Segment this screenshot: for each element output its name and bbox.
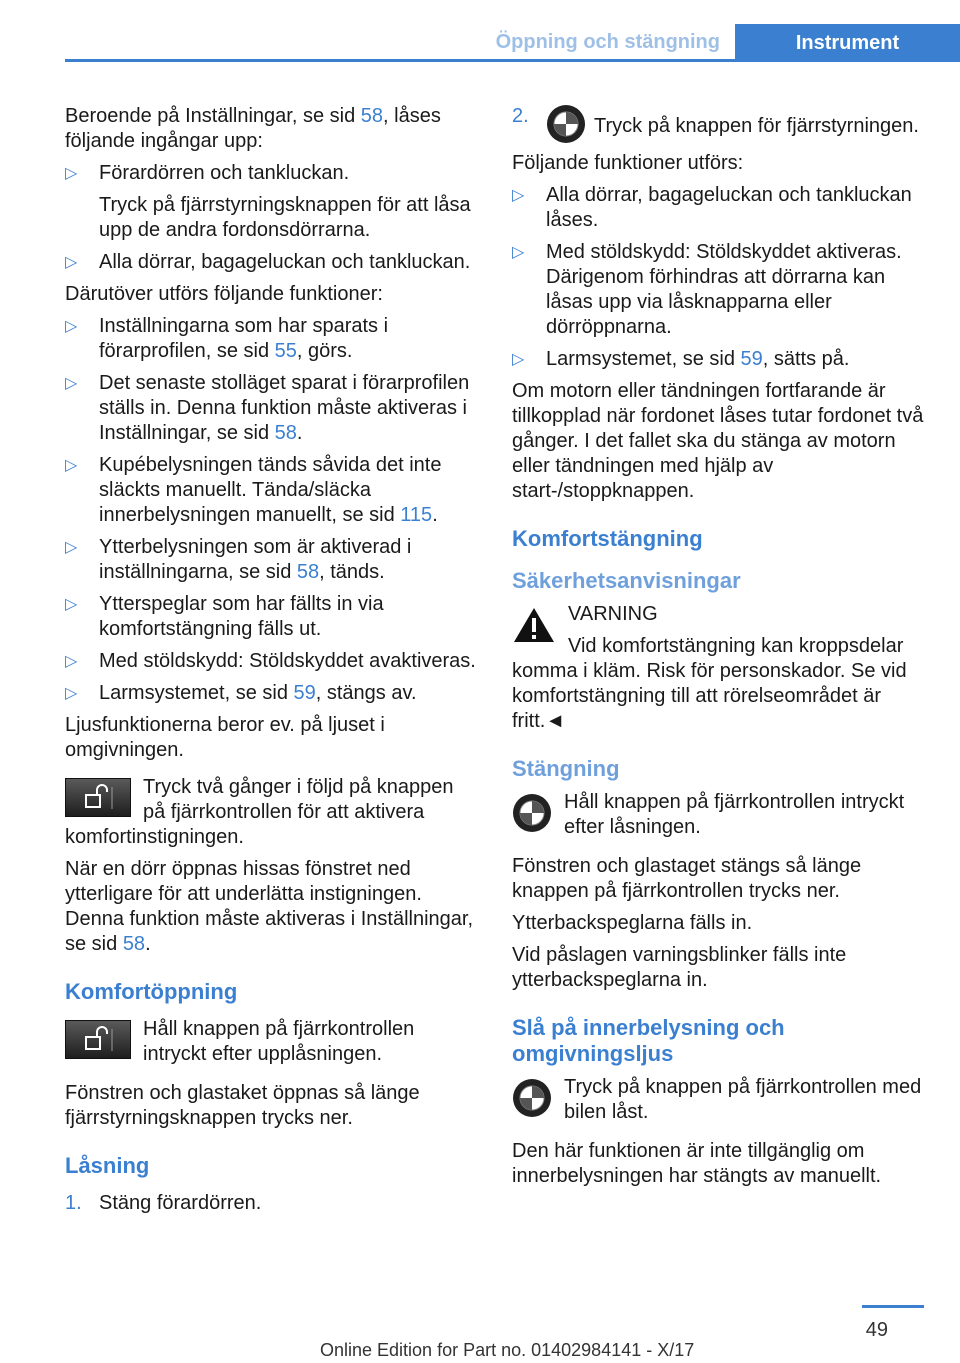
page-link[interactable]: 58 bbox=[122, 933, 146, 955]
list-item: ▷ Alla dörrar, bagageluckan och tankluckan. bbox=[65, 251, 471, 273]
page-number: 49 bbox=[865, 1319, 888, 1341]
paragraph: Följande funktioner utförs: bbox=[512, 152, 744, 174]
step-item: 1. Stäng förardörren. bbox=[65, 1192, 262, 1214]
paragraph: När en dörr öppnas hissas fönstret ned ytterligare för att underlätta instigningen. Denna funktion måste aktiveras i Inställningar, se sid 58. bbox=[65, 858, 473, 955]
paragraph: Vid påslagen varningsblinker fälls inte ytterbackspeglarna in. bbox=[512, 944, 847, 991]
paragraph: Därutöver utförs följande funktioner: bbox=[65, 283, 383, 305]
warning-title: VARNING bbox=[568, 603, 658, 625]
triangle-bullet-icon: ▷ bbox=[65, 375, 78, 392]
close-instruction: Håll knappen på fjärrkontrollen intryckt efter låsningen. bbox=[512, 790, 924, 840]
warning-box bbox=[512, 602, 924, 734]
list-item: ▷ Det senaste stolläget sparat i förarprofilen ställs in. Denna funktion måste aktiveras i Inställningar, se sid 58. bbox=[65, 372, 470, 444]
header-rule bbox=[65, 59, 960, 62]
lock-function-list bbox=[512, 183, 924, 372]
bmw-logo-icon bbox=[512, 793, 552, 833]
page-link[interactable]: 58 bbox=[360, 105, 384, 127]
list-item: ▷ Ytterbelysningen som är aktiverad i inställningarna, se sid 58, tänds. bbox=[65, 536, 412, 583]
function-list bbox=[65, 314, 480, 706]
list-item: ▷ Alla dörrar, bagageluckan och tankluckan låses. bbox=[512, 184, 912, 231]
list-item: ▷ Larmsystemet, se sid 59, stängs av. bbox=[65, 682, 417, 704]
paragraph: Fönstren och glastaget stängs så länge knappen på fjärrkontrollen trycks ner. bbox=[512, 855, 862, 902]
triangle-bullet-icon: ▷ bbox=[65, 596, 78, 613]
right-column bbox=[512, 104, 924, 1196]
paragraph: Ljusfunktionerna beror ev. på ljuset i omgivningen. bbox=[65, 714, 385, 761]
triangle-bullet-icon: ▷ bbox=[512, 187, 525, 204]
triangle-bullet-icon: ▷ bbox=[65, 165, 78, 182]
heading-stangning: Stängning bbox=[512, 756, 620, 781]
locking-steps-cont bbox=[512, 104, 924, 144]
step-item: 2. Tryck på knappen för fjärrstyrningen. bbox=[512, 104, 924, 144]
triangle-bullet-icon: ▷ bbox=[65, 318, 78, 335]
heading-sakerhetsanvisningar: Säkerhetsanvisningar bbox=[512, 568, 741, 593]
paragraph: Ytterbackspeglarna fälls in. bbox=[512, 912, 753, 934]
step-number: 1. bbox=[65, 1192, 82, 1214]
page-link[interactable]: 55 bbox=[274, 340, 297, 362]
heading-komfortoppning: Komfortöppning bbox=[65, 979, 238, 1004]
footer-rule bbox=[862, 1305, 924, 1308]
section-title: Öppning och stängning bbox=[495, 31, 720, 53]
triangle-bullet-icon: ▷ bbox=[65, 457, 78, 474]
comfort-open-instruction: Håll knappen på fjärrkontrollen intryckt efter upplåsningen. bbox=[65, 1017, 480, 1067]
unlock-icon bbox=[65, 1020, 131, 1059]
light-instruction: Tryck på knappen på fjärrkontrollen med bilen låst. bbox=[512, 1075, 924, 1125]
paragraph: Om motorn eller tändningen fortfarande är tillkopplad när fordonet låses tutar fordonet två gånger. I det fallet ska du stänga av motorn eller tändningen med hjälp av start-/stoppknappen. bbox=[512, 380, 924, 502]
unlock-instruction: Tryck två gånger i följd på knappen på fjärrkontrollen för att aktivera komfortinstigningen. bbox=[65, 776, 454, 848]
chapter-tab: Instrument bbox=[735, 24, 960, 62]
locking-steps bbox=[65, 1191, 480, 1216]
list-item: ▷ Med stöldskydd: Stöldskyddet aktiveras. Därigenom förhindras att dörrarna kan låsas upp via låsknapparna eller dörröppnarna. bbox=[512, 241, 902, 338]
page-link[interactable]: 115 bbox=[400, 504, 433, 526]
page-link[interactable]: 59 bbox=[740, 348, 763, 370]
bmw-logo-icon bbox=[512, 1078, 552, 1118]
list-item: ▷ Kupébelysningen tänds såvida det inte släckts manuellt. Tända/släcka innerbelysningen manuellt, se sid 115. bbox=[65, 454, 442, 526]
page-header bbox=[65, 24, 960, 62]
page-link[interactable]: 58 bbox=[296, 561, 320, 583]
left-column bbox=[65, 104, 480, 1223]
warning-text: Vid komfortstängning kan kroppsdelar komma i kläm. Risk för personskador. Se vid komfortstängning till att rörelseområdet är fritt.◄ bbox=[512, 635, 907, 732]
page-link[interactable]: 59 bbox=[293, 682, 316, 704]
triangle-bullet-icon: ▷ bbox=[65, 539, 78, 556]
triangle-bullet-icon: ▷ bbox=[65, 254, 78, 271]
list-item: ▷ Ytterspeglar som har fällts in via komfortstängning fälls ut. bbox=[65, 593, 384, 640]
unlock-list bbox=[65, 161, 480, 275]
edition-note: Online Edition for Part no. 01402984141 - X/17 bbox=[320, 1340, 695, 1360]
list-item: ▷ Förardörren och tankluckan. Tryck på fjärrstyrningsknappen för att låsa upp de andra fordonsdörrarna. bbox=[65, 162, 471, 241]
bmw-logo-icon bbox=[546, 104, 586, 144]
paragraph: Den här funktionen är inte tillgänglig om innerbelysningen har stängts av manuellt. bbox=[512, 1140, 882, 1187]
list-item: ▷ Inställningarna som har sparats i förarprofilen, se sid 55, görs. bbox=[65, 315, 389, 362]
paragraph: Fönstren och glastaket öppnas så länge fjärrstyrningsknappen trycks ner. bbox=[65, 1082, 420, 1129]
triangle-bullet-icon: ▷ bbox=[65, 685, 78, 702]
list-item: ▷ Larmsystemet, se sid 59, sätts på. bbox=[512, 348, 850, 370]
heading-lasning: Låsning bbox=[65, 1153, 150, 1178]
triangle-bullet-icon: ▷ bbox=[512, 351, 525, 368]
page-link[interactable]: 58 bbox=[274, 422, 297, 444]
unlock-icon bbox=[65, 778, 131, 817]
heading-sla-pa: Slå på innerbelysning och omgivningsljus bbox=[512, 1015, 785, 1066]
warning-icon bbox=[512, 606, 556, 644]
triangle-bullet-icon: ▷ bbox=[512, 244, 525, 261]
list-item: ▷ Med stöldskydd: Stöldskyddet avaktiveras. bbox=[65, 650, 476, 672]
heading-komfortstangning: Komfortstängning bbox=[512, 526, 703, 551]
triangle-bullet-icon: ▷ bbox=[65, 653, 78, 670]
intro-paragraph: Beroende på Inställningar, se sid 58, låses följande ingångar upp: bbox=[65, 105, 441, 152]
step-number: 2. bbox=[512, 105, 529, 127]
